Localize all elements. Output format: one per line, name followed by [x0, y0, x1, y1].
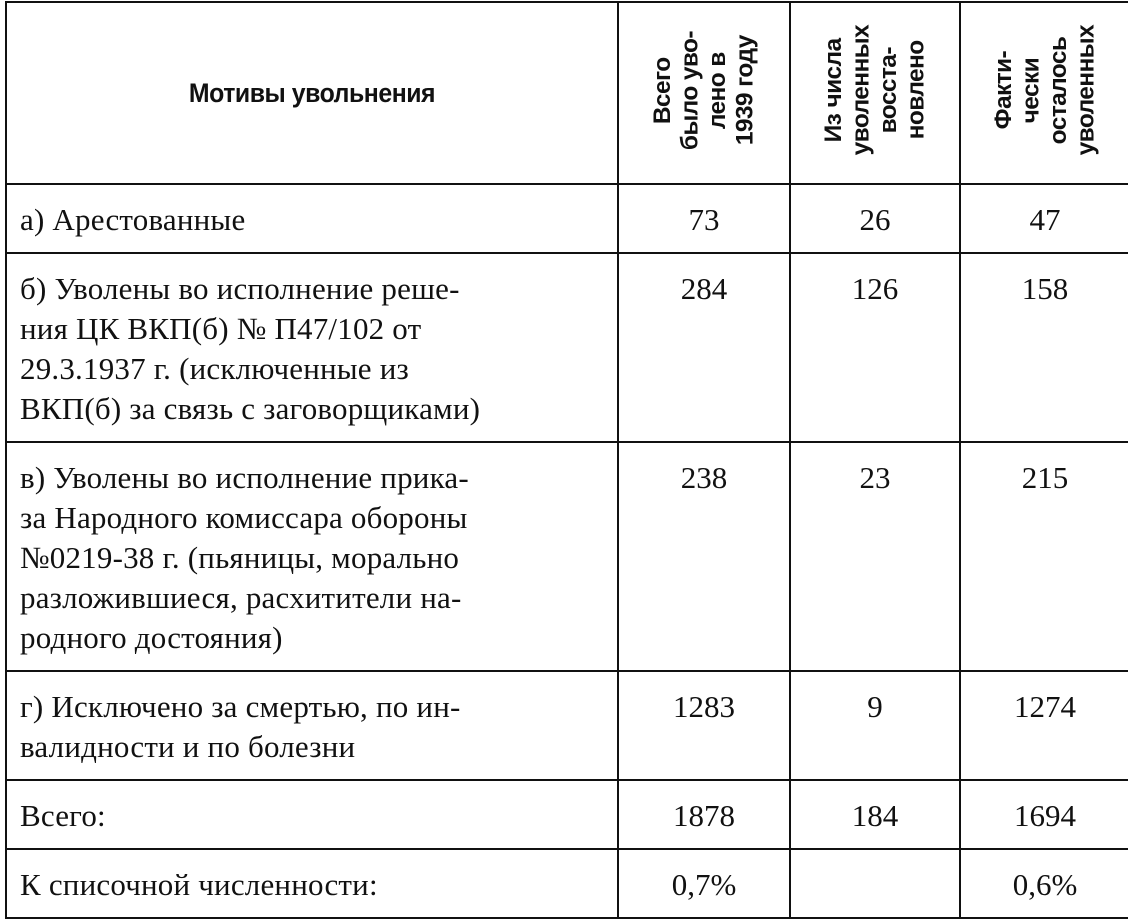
cell-restored: 26	[790, 184, 960, 253]
header-motive: Мотивы увольнения	[30, 2, 593, 184]
cell-total: 73	[618, 184, 790, 253]
header-restored: Из числа уволенных восста- новлено	[820, 25, 930, 156]
table-row-percent	[6, 849, 1128, 918]
row-label: в) Уволены во исполнение прика- за Народного комиссара обороны №0219-38 г. (пьяницы, морально разложившиеся, расхитители на- родного достояния)	[6, 442, 618, 671]
cell-restored: 126	[790, 253, 960, 442]
cell-restored: 23	[790, 442, 960, 671]
cell-total: 238	[618, 442, 790, 671]
cell-restored	[790, 849, 960, 918]
table-row	[6, 442, 1128, 671]
cell-restored: 9	[790, 671, 960, 780]
cell-remaining: 1274	[960, 671, 1128, 780]
header-remaining-cell	[960, 2, 1128, 184]
header-restored-cell	[790, 2, 960, 184]
row-label: Всего:	[6, 780, 618, 849]
table-row	[6, 253, 1128, 442]
cell-remaining: 158	[960, 253, 1128, 442]
table-row	[6, 671, 1128, 780]
header-total-cell	[618, 2, 790, 184]
cell-remaining: 1694	[960, 780, 1128, 849]
cell-total: 284	[618, 253, 790, 442]
cell-restored: 184	[790, 780, 960, 849]
cell-total: 1878	[618, 780, 790, 849]
row-label: К списочной численности:	[6, 849, 618, 918]
header-remaining: Факти- чески осталось уволенных	[990, 25, 1100, 156]
header-total: Всего было уво- лено в 1939 году	[649, 30, 759, 151]
header-row	[6, 2, 1128, 184]
cell-total: 0,7%	[618, 849, 790, 918]
cell-remaining: 215	[960, 442, 1128, 671]
table-row	[6, 184, 1128, 253]
cell-total: 1283	[618, 671, 790, 780]
dismissal-table	[5, 1, 1128, 919]
table-row-total	[6, 780, 1128, 849]
cell-remaining: 47	[960, 184, 1128, 253]
row-label: б) Уволены во исполнение реше- ния ЦК ВКП(б) № П47/102 от 29.3.1937 г. (исключенные из ВКП(б) за связь с заговорщиками)	[6, 253, 618, 442]
row-label: г) Исключено за смертью, по ин- валидности и по болезни	[6, 671, 618, 780]
row-label: а) Арестованные	[6, 184, 618, 253]
cell-remaining: 0,6%	[960, 849, 1128, 918]
